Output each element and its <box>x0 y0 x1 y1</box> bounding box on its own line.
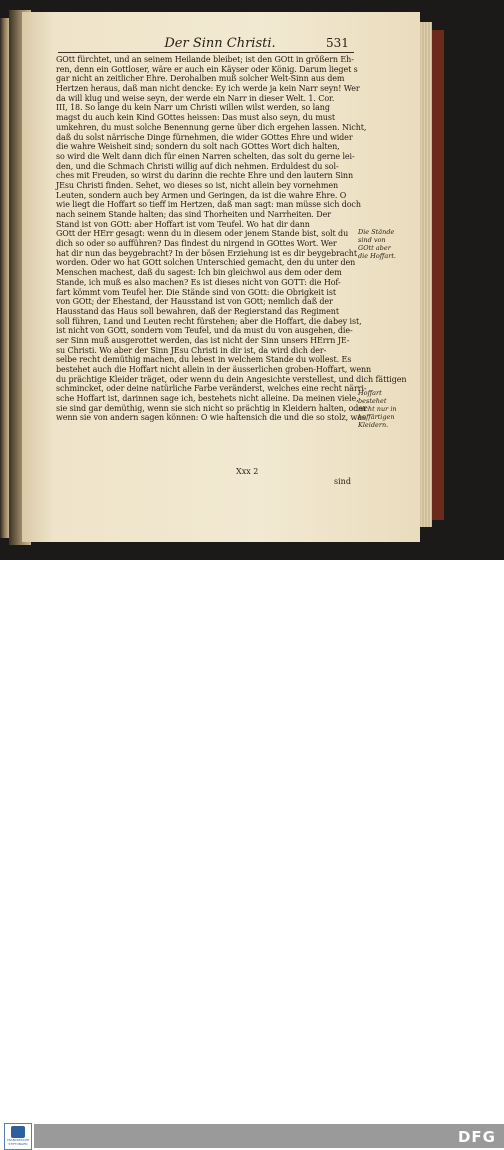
text-line: Hertzen heraus, daß man nicht dencke: Ey ich werde ja kein Narr seyn! Wer <box>56 84 360 94</box>
text-line: nach seinem Stande halten; das sind Thorheiten und Narrheiten. Der <box>56 210 331 219</box>
viewer-footer <box>0 560 504 1146</box>
book-scan <box>0 0 504 560</box>
text-line: Stande, ich muß es also machen? Es ist dieses nicht von GOTT: die Hof- <box>56 277 341 287</box>
left-page-edge <box>0 18 9 538</box>
text-line: da will klug und weise seyn, der werde ein Narr in dieser Welt. 1. Cor. <box>56 93 335 103</box>
funder-bar <box>34 1124 504 1148</box>
text-line: wenn sie von andern sagen können: O wie haltensich die und die so stolz, was <box>56 413 366 423</box>
text-line: daß du solst närrische Dinge fürnehmen, die wider GOttes Ehre und wider <box>56 132 353 142</box>
text-line: von GOtt; der Ehestand, der Hausstand ist von GOtt; nemlich daß der <box>56 297 333 307</box>
text-line: GOtt der HErr gesagt: wenn du in diesem oder jenem Stande bist, solt du <box>56 229 349 239</box>
franckesche-stiftungen-logo[interactable] <box>4 1123 32 1150</box>
text-line: Menschen machest, daß du sagest: Ich bin gleichwol aus dem oder dem <box>56 268 342 278</box>
text-line: selbe recht demüthig machen, du lebest in welchem Stande du wollest. Es <box>56 355 352 365</box>
text-line: magst du auch kein Kind GOttes heissen: Das must also seyn, du must <box>56 113 335 123</box>
page-number: 531 <box>326 36 349 50</box>
text-line: so wird die Welt dann dich für einen Narren schelten, das solt du gerne lei- <box>56 151 355 161</box>
text-line: den, und die Schmach Christi willig auf dich nehmen. Erduldest du sol- <box>56 161 339 171</box>
page-stack-edge <box>420 22 432 527</box>
text-line: soll führen, Land und Leuten recht fürstehen; aber die Hoffart, die dabey ist, <box>56 316 362 326</box>
text-line: Leuten, sondern auch bey Armen und Geringen, da ist die wahre Ehre. O <box>56 190 347 200</box>
text-line: JEsu Christi finden. Sehet, wo dieses so ist, nicht allein bey vornehmen <box>56 180 338 190</box>
text-line: hat dir nun das beygebracht? In der bösen Erziehung ist es dir beygebracht <box>56 248 357 258</box>
text-line: sche Hoffart ist, darinnen sage ich, bestehets nicht alleine. Da meinen viele, <box>56 394 359 404</box>
text-line: ches mit Freuden, so wirst du darinn die rechte Ehre und den lautern Sinn <box>56 171 354 181</box>
text-line: wie liegt die Hoffart so tieff im Hertzen, daß man sagt: man müsse sich doch <box>56 200 361 210</box>
text-line: sie sind gar demüthig, wenn sie sich nicht so prächtig in Kleidern halten, oder <box>56 403 367 413</box>
text-line: schmincket, oder deine natürliche Farbe veränderst, welches eine recht närri- <box>56 384 367 394</box>
logo-caption: FRANCKESCHE STIFTUNGEN <box>6 1138 30 1146</box>
text-line: Stand ist von GOtt: aber Hoffart ist vom Teufel. Wo hat dir dann <box>56 219 310 229</box>
text-line: su Christi. Wo aber der Sinn JEsu Christi in dir ist, da wird dich der- <box>56 345 327 355</box>
margin-note: Hoffart bestehet nicht nur in hoffärtigen Kleidern. <box>358 389 397 429</box>
text-line: fart kömmt vom Teufel her. Die Stände sind von GOtt: die Obrigkeit ist <box>56 287 337 297</box>
header-rule <box>58 52 354 53</box>
text-line: umkehren, du must solche Benennung gerne über dich ergehen lassen. Nicht, <box>56 122 367 132</box>
foundation-emblem-icon <box>11 1126 25 1138</box>
running-head: Der Sinn Christi. <box>164 36 276 51</box>
text-line: ser Sinn muß ausgerottet werden, das ist nicht der Sinn unsers HErrn JE- <box>56 335 350 345</box>
text-line: du prächtige Kleider träget, oder wenn du dein Angesichte verstellest, und dich fättigen <box>56 374 407 384</box>
book-cover-edge <box>432 30 444 520</box>
text-line: worden. Oder wo hat GOtt solchen Unterschied gemacht, den du unter den <box>56 258 356 268</box>
text-line: Hausstand das Haus soll bewahren, daß der Regierstand das Regiment <box>56 306 339 316</box>
margin-note: Die Stände sind von GOtt aber die Hoffart. <box>358 228 397 260</box>
signature-mark: Xxx 2 <box>236 467 259 476</box>
text-line: gar nicht an zeitlicher Ehre. Derohalben muß solcher Welt-Sinn aus dem <box>56 74 345 84</box>
text-line: ist nicht von GOtt, sondern vom Teufel, und da must du von ausgehen, die- <box>56 326 353 336</box>
text-line: dich so oder so aufführen? Das findest du nirgend in GOttes Wort. Wer <box>56 239 337 249</box>
catchword: sind <box>334 477 351 486</box>
text-line: ren, denn ein Gottloser, wäre er auch ein Käyser oder König. Darum lieget s <box>56 64 358 74</box>
text-line: bestehet auch die Hoffart nicht allein in der äusserlichen groben-Hoffart, wenn <box>56 365 372 374</box>
text-line: die wahre Weisheit sind; sondern du solt nach GOttes Wort dich halten, <box>56 142 340 152</box>
dfg-logo[interactable]: DFG <box>457 1128 496 1146</box>
text-line: GOtt fürchtet, und an seinem Heilande bleibet; ist den GOtt in größern Eh- <box>56 55 354 64</box>
text-line: III, 18. So lange du kein Narr um Christi willen wilst werden, so lang <box>56 103 330 113</box>
